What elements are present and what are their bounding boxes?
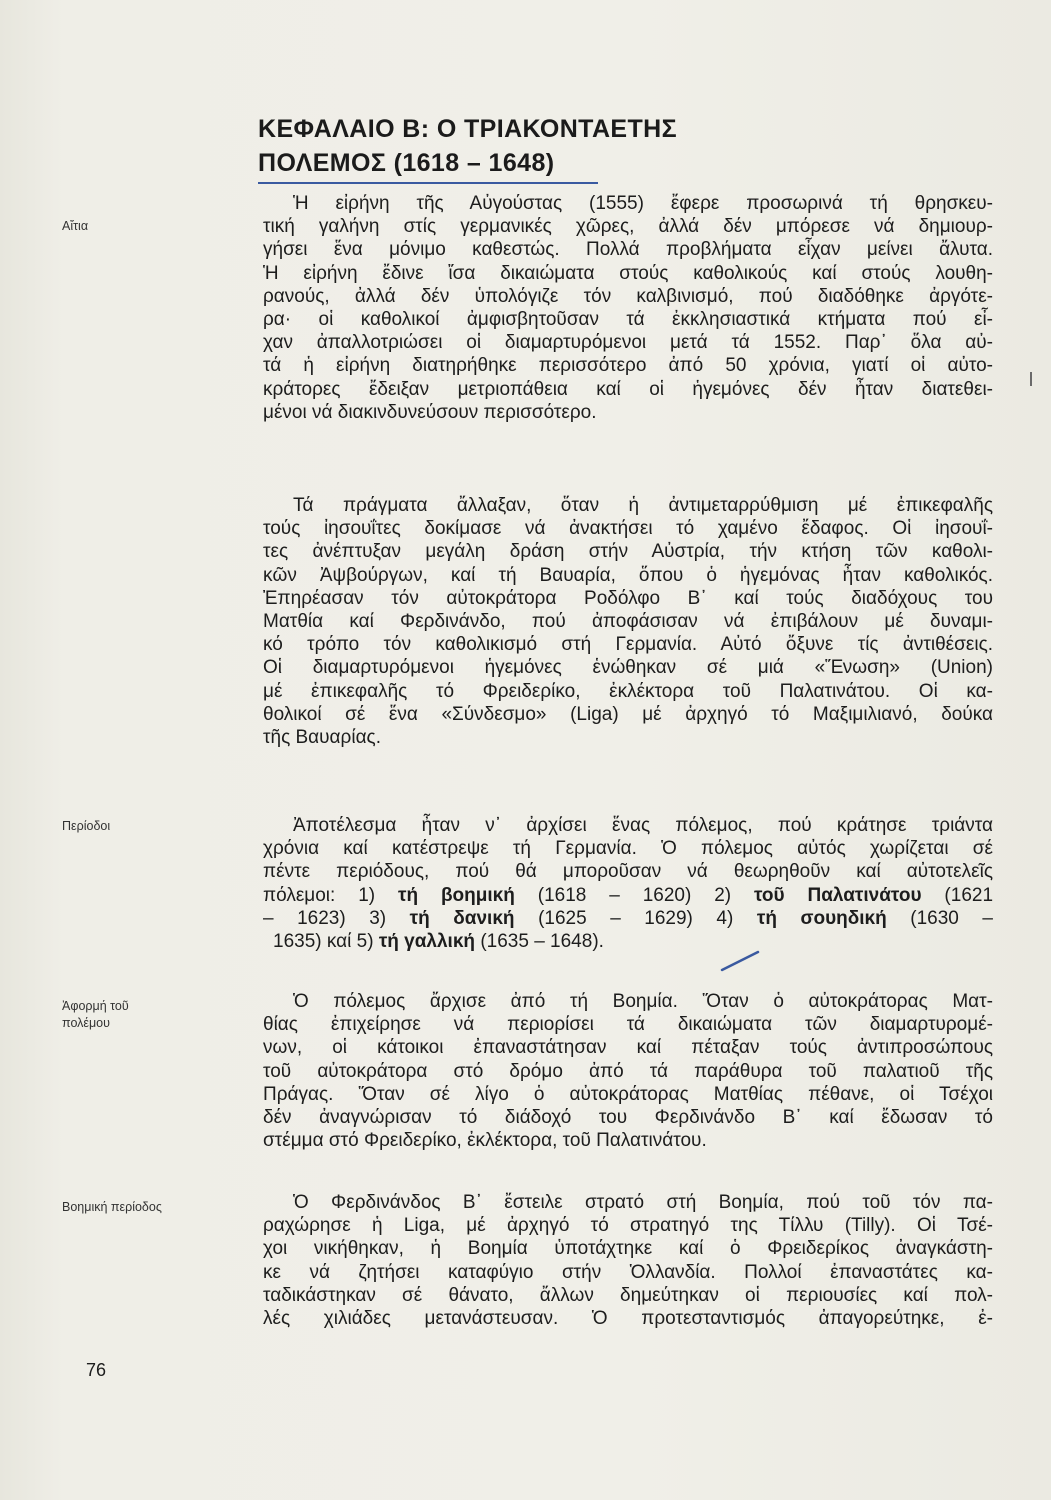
margin-note-bohemian: Βοημική περίοδος [62, 1200, 162, 1214]
text-line: πέντε περιόδους, πού θά μποροῦσαν νά θεωρηθοῦν καί αὐτοτελεῖς [263, 861, 993, 883]
text-line: Ματθία καί Φερδινάνδο, πού ἀποφάσισαν νά ἐπιβάλουν μέ δυναμι- [263, 611, 993, 633]
margin-note-occasion-line-2: πολέμου [62, 1016, 110, 1030]
text-line: τική γαλήνη στίς γερμανικές χῶρες, ἀλλά δέν μπόρεσε νά δημιουρ- [263, 216, 993, 238]
text-run: πόλεμοι: 1) [263, 884, 398, 906]
text-line: τες ἀνέπτυξαν μεγάλη δράση στήν Αὐστρία, τήν κτήση τῶν καθολι- [263, 541, 993, 563]
paragraph-bohemian-period [263, 1191, 993, 1330]
text-line [263, 884, 993, 907]
text-run: (1625 – 1629) 4) [514, 907, 757, 929]
text-line: στέμμα στό Φρειδερίκο, ἐκλέκτορα, τοῦ Παλατινάτου. [263, 1130, 707, 1152]
text-line: τοῦ αὐτοκράτορα στό δρόμο ἀπό τά παράθυρα τοῦ παλατιοῦ τῆς [263, 1060, 993, 1082]
text-line: τῆς Βαυαρίας. [263, 727, 381, 749]
paragraph-periods [263, 814, 993, 953]
text-run: – 1623) 3) [263, 907, 410, 929]
text-line: Πράγας. Ὅταν σέ λίγο ὁ αὐτοκράτορας Ματθίας πέθανε, οἱ Τσέχοι [263, 1083, 993, 1105]
text-run: (1621 [921, 884, 994, 906]
text-line: θίας ἐπιχείρησε νά περιορίσει τά δικαιώματα τῶν διαμαρτυρομέ- [263, 1014, 993, 1036]
chapter-title-line-1: ΚΕΦΑΛΑΙΟ Β: Ο ΤΡΙΑΚΟΝΤΑΕΤΗΣ [258, 115, 678, 143]
chapter-title-line-2 [258, 146, 554, 180]
edge-mark [1030, 372, 1032, 386]
text-line: λές χιλιάδες μετανάστευσαν. Ὁ προτεσταντισμός ἀπαγορεύτηκε, ἐ- [263, 1308, 993, 1330]
text-line: ρανούς, ἀλλά δέν ὑπολόγιζε τόν καλβινισμό, πού διαδόθηκε ἀργότε- [263, 285, 993, 307]
text-line: κό τρόπο τόν καθολικισμό στή Γερμανία. Αὐτό ὄξυνε τίς ἀντιθέσεις. [263, 634, 993, 656]
text-line: ρα· οἱ καθολικοί ἀμφισβητοῦσαν τά ἐκκλησιαστικά κτήματα πού εἶ- [263, 309, 993, 331]
text-run: (1635 – 1648). [475, 931, 604, 953]
text-line [263, 930, 993, 953]
margin-note-occasion [62, 998, 222, 1032]
text-line: τά ἡ εἰρήνη διατηρήθηκε περισσότερο ἀπό 50 χρόνια, γιατί οἱ αὐτο- [263, 355, 993, 377]
text-line: χρόνια καί κατέστρεψε τή Γερμανία. Ὁ πόλεμος αὐτός χωρίζεται σέ [263, 838, 993, 860]
period-danish: τή δανική [409, 907, 515, 929]
text-line: κράτορες ἔδειξαν μετριοπάθεια καί οἱ ἡγεμόνες δέν ἦταν διατεθει- [263, 378, 993, 400]
chapter-title-line-2-text: ΠΟΛΕΜΟΣ (1618 – 1648) [258, 149, 555, 177]
text-line: θολικοί σέ ἕνα «Σύνδεσμο» (Liga) μέ ἀρχηγό τό Μαξιμιλιανό, δούκα [263, 703, 993, 725]
text-line [263, 907, 993, 930]
paragraph-occasion [263, 990, 993, 1152]
text-run: (1618 – 1620) 2) [514, 884, 754, 906]
text-line: κε νά ζητήσει καταφύγιο στήν Ὁλλανδία. Πολλοί ἐπαναστάτες κα- [263, 1261, 993, 1283]
text-line: νων, οἱ κάτοικοι ἐπαναστάτησαν καί πέταξαν τούς ἀντιπροσώπους [263, 1037, 993, 1059]
period-palatinate: τοῦ Παλατινάτου [753, 884, 922, 906]
text-line: τούς ἰησουΐτες δοκίμασε νά ἀνακτήσει τό χαμένο ἔδαφος. Οἱ ἰησουΐ- [263, 518, 993, 540]
text-line: ραχώρησε ἡ Liga, μέ ἀρχηγό τό στρατηγό της Τίλλυ (Tilly). Οἱ Τσέ- [263, 1215, 993, 1237]
text-line: Ἡ εἰρήνη τῆς Αὐγούστας (1555) ἔφερε προσωρινά τή θρησκευ- [293, 193, 993, 214]
text-line: Τά πράγματα ἄλλαξαν, ὅταν ἡ ἀντιμεταρρύθμιση μέ ἐπικεφαλῆς [293, 495, 993, 516]
margin-note-periods: Περίοδοι [62, 819, 111, 833]
text-line: κῶν Ἀψβούργων, καί τή Βαυαρία, ὅπου ὁ ἡγεμόνας ἦταν καθολικός. [263, 564, 993, 586]
paragraph-counter-reformation [263, 494, 993, 749]
text-line: μένοι νά διακινδυνεύσουν περισσότερο. [263, 401, 597, 423]
text-line: Ἐπηρέασαν τόν αὐτοκράτορα Ροδόλφο Β᾽ καί τούς διαδόχους του [263, 587, 993, 609]
text-line: Ὁ πόλεμος ἄρχισε ἀπό τή Βοημία. Ὅταν ὁ αὐτοκράτορας Ματ- [293, 991, 993, 1012]
text-line: Οἱ διαμαρτυρόμενοι ἡγεμόνες ἑνώθηκαν σέ μιά «Ἕνωση» (Union) [263, 657, 993, 679]
text-line: χοι νικήθηκαν, ἡ Βοημία ὑποτάχτηκε καί ὁ Φρειδερίκος ἀναγκάστη- [263, 1238, 993, 1260]
period-french: τή γαλλική [378, 931, 476, 953]
text-line: δέν ἀναγνώρισαν τό διάδοχό του Φερδινάνδο Β᾽ καί ἔδωσαν τό [263, 1107, 993, 1129]
text-line: χαν ἀπαλλοτριώσει οἱ διαμαρτυρόμενοι μετά τά 1552. Παρ᾽ ὅλα αὐ- [263, 332, 993, 354]
text-line: γήσει ἕνα μόνιμο καθεστώς. Πολλά προβλήματα εἶχαν μείνει ἄλυτα. [263, 239, 993, 261]
margin-note-causes: Αἴτια [62, 219, 89, 233]
period-swedish: τή σουηδική [756, 907, 887, 929]
text-line: Ἡ εἰρήνη ἔδινε ἴσα δικαιώματα στούς καθολικούς καί στούς λουθη- [263, 262, 993, 284]
margin-note-occasion-line-1: Ἀφορμή τοῦ [62, 999, 129, 1013]
pen-underline [258, 182, 598, 184]
text-line: ταδικάστηκαν σέ θάνατο, ἄλλων δημεύτηκαν οἱ περιουσίες καί πολ- [263, 1284, 993, 1306]
text-line: Ὁ Φερδινάνδος Β᾽ ἔστειλε στρατό στή Βοημία, πού τοῦ τόν πα- [293, 1192, 993, 1213]
text-run: (1630 – [886, 907, 993, 929]
text-line: μέ ἐπικεφαλῆς τό Φρειδερίκο, ἐκλέκτορα τοῦ Παλατινάτου. Οἱ κα- [263, 680, 993, 702]
text-line: Ἀποτέλεσμα ἦταν ν᾽ ἀρχίσει ἕνας πόλεμος, πού κράτησε τριάντα [293, 815, 993, 836]
paragraph-causes [263, 192, 993, 424]
page-number: 76 [86, 1360, 107, 1380]
chapter-title [258, 112, 818, 180]
text-run: 1635) καί 5) [273, 931, 379, 953]
period-bohemian: τή βοημική [397, 884, 515, 906]
pen-check-mark [720, 950, 760, 974]
